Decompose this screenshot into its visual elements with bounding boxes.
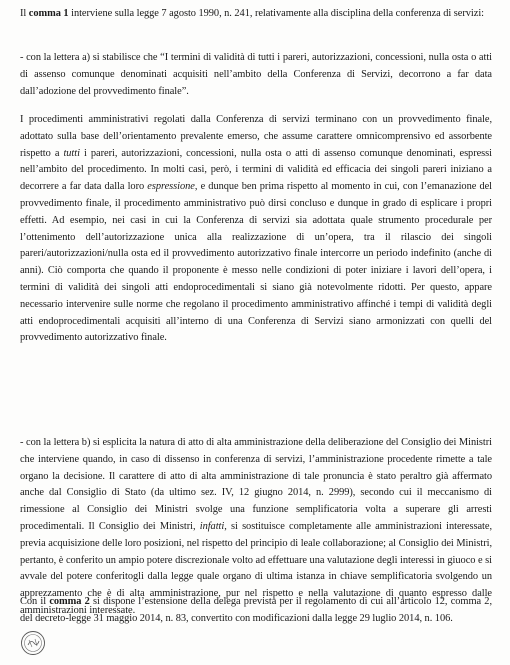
para2-text: - con la lettera a) si stabilisce che “I termini di validità di tutti i pareri, autorizzazioni, concessioni, nulla osta o atti di assenso comunque denominati acquisiti nell’ambito della Conferenza di Servizi, decorrono a far data dall’adozione del provvedimento finale”. bbox=[20, 52, 492, 97]
paragraph-procedimenti bbox=[20, 112, 492, 347]
para1-rest: interviene sulla legge 7 agosto 1990, n. 241, relativamente alla disciplina della conferenza di servizi: bbox=[68, 8, 484, 19]
para4-part2: , si sostituisce completamente alle amministrazioni interessate, previa acquisizione delle loro posizioni, nel rispetto del principio di leale collaborazione; al Consiglio dei Ministri, pertanto, è conferito un ampio potere discrezionale volto ad effettuare una valutazione degli interessi in giuoco e si avvale del potere conferitogli dalla legge quale organo di ultima istanza in chiave semplificatoria svolgendo un apprezzamento che è di alta amministrazione, pur nel rispetto e nella valutazione di quanto espresso dalle amministrazioni interessate. bbox=[20, 520, 492, 616]
seal-stamp-icon bbox=[20, 630, 46, 656]
paragraph-comma-2 bbox=[20, 594, 492, 628]
para5-bold-comma: comma 2 bbox=[49, 596, 90, 607]
para1-bold-comma: comma 1 bbox=[28, 8, 69, 19]
para3-part2: i pareri, autorizzazioni, concessioni, nulla osta o atti di assenso comunque denominati, espressi nell’ambito del procedimento. In molti casi, però, i termini di validità ed efficacia dei singoli pareri iniziano a decorrere a far data dalla loro bbox=[20, 147, 492, 193]
para3-italic-espressione: espressione bbox=[147, 181, 195, 193]
para3-part1: I procedimenti amministrativi regolati dalla Conferenza di servizi terminano con un provvedimento finale, adottato sulla base dell’orientamento prevalente emerso, che assume carattere omnicomprensivo ed assorbente rispetto a bbox=[20, 114, 492, 159]
paragraph-lettera-b bbox=[20, 435, 492, 620]
para5-rest: si dispone l’estensione della delega prevista per il regolamento di cui all’articolo 12, comma 2, del decreto-legge 31 maggio 2014, n. 83, convertito con modificazioni dalla legge 29 luglio 2014, n. 106. bbox=[20, 596, 492, 624]
paragraph-lettera-a bbox=[20, 50, 492, 100]
para3-italic-tutti: tutti bbox=[63, 147, 80, 159]
paragraph-comma-1-intro bbox=[20, 6, 492, 23]
para3-part3: , e dunque ben prima rispetto al momento in cui, con l’emanazione del provvedimento finale, il procedimento amministrativo può dirsi concluso e dunque in grado di esplicare i propri effetti. Ad esempio, nei casi in cui la Conferenza di servizi sia adottata quale strumento procedurale per l’ottenimento dell’autorizzazione unica alla realizzazione di un’opera, tra il rilascio dei singoli pareri/autorizzazioni/nulla osta ed il provvedimento autorizzativo finale intercorre un periodo indefinito (anche di anni). Ciò comporta che quando il proponente è messo nelle condizioni di poter iniziare i lavori dell’opera, i termini di validità dei singoli atti endoprocedimentali si siano già notevolmente ridotti. Per questo, appare necessario intervenire sulle norme che regolano il procedimento amministrativo affinché i tempi di validità degli atti endoprocedimentali acquisiti all’interno di una Conferenza di Servizi siano armonizzati con quelli del provvedimento autorizzativo finale. bbox=[20, 181, 492, 344]
para1-prefix: Il bbox=[20, 8, 29, 19]
para5-prefix: Con il bbox=[20, 596, 50, 607]
para4-italic-infatti: infatti bbox=[199, 520, 225, 532]
para4-part1: - con la lettera b) si esplicita la natura di atto di alta amministrazione della deliberazione del Consiglio dei Ministri che interviene quando, in caso di dissenso in conferenza di servizi, l’amministrazione procedente rimette a tale organo la decisione. Il carattere di atto di alta amministrazione di tale pronuncia è stato peraltro già affermato anche dal Consiglio di Stato (da ultimo sez. IV, 12 giugno 2014, n. 2999), secondo cui il meccanismo di rimessione al Consiglio dei Ministri svolge una funzione semplificatoria volta a superare gli arresti procedimentali. Il Consiglio dei Ministri, bbox=[20, 437, 492, 532]
